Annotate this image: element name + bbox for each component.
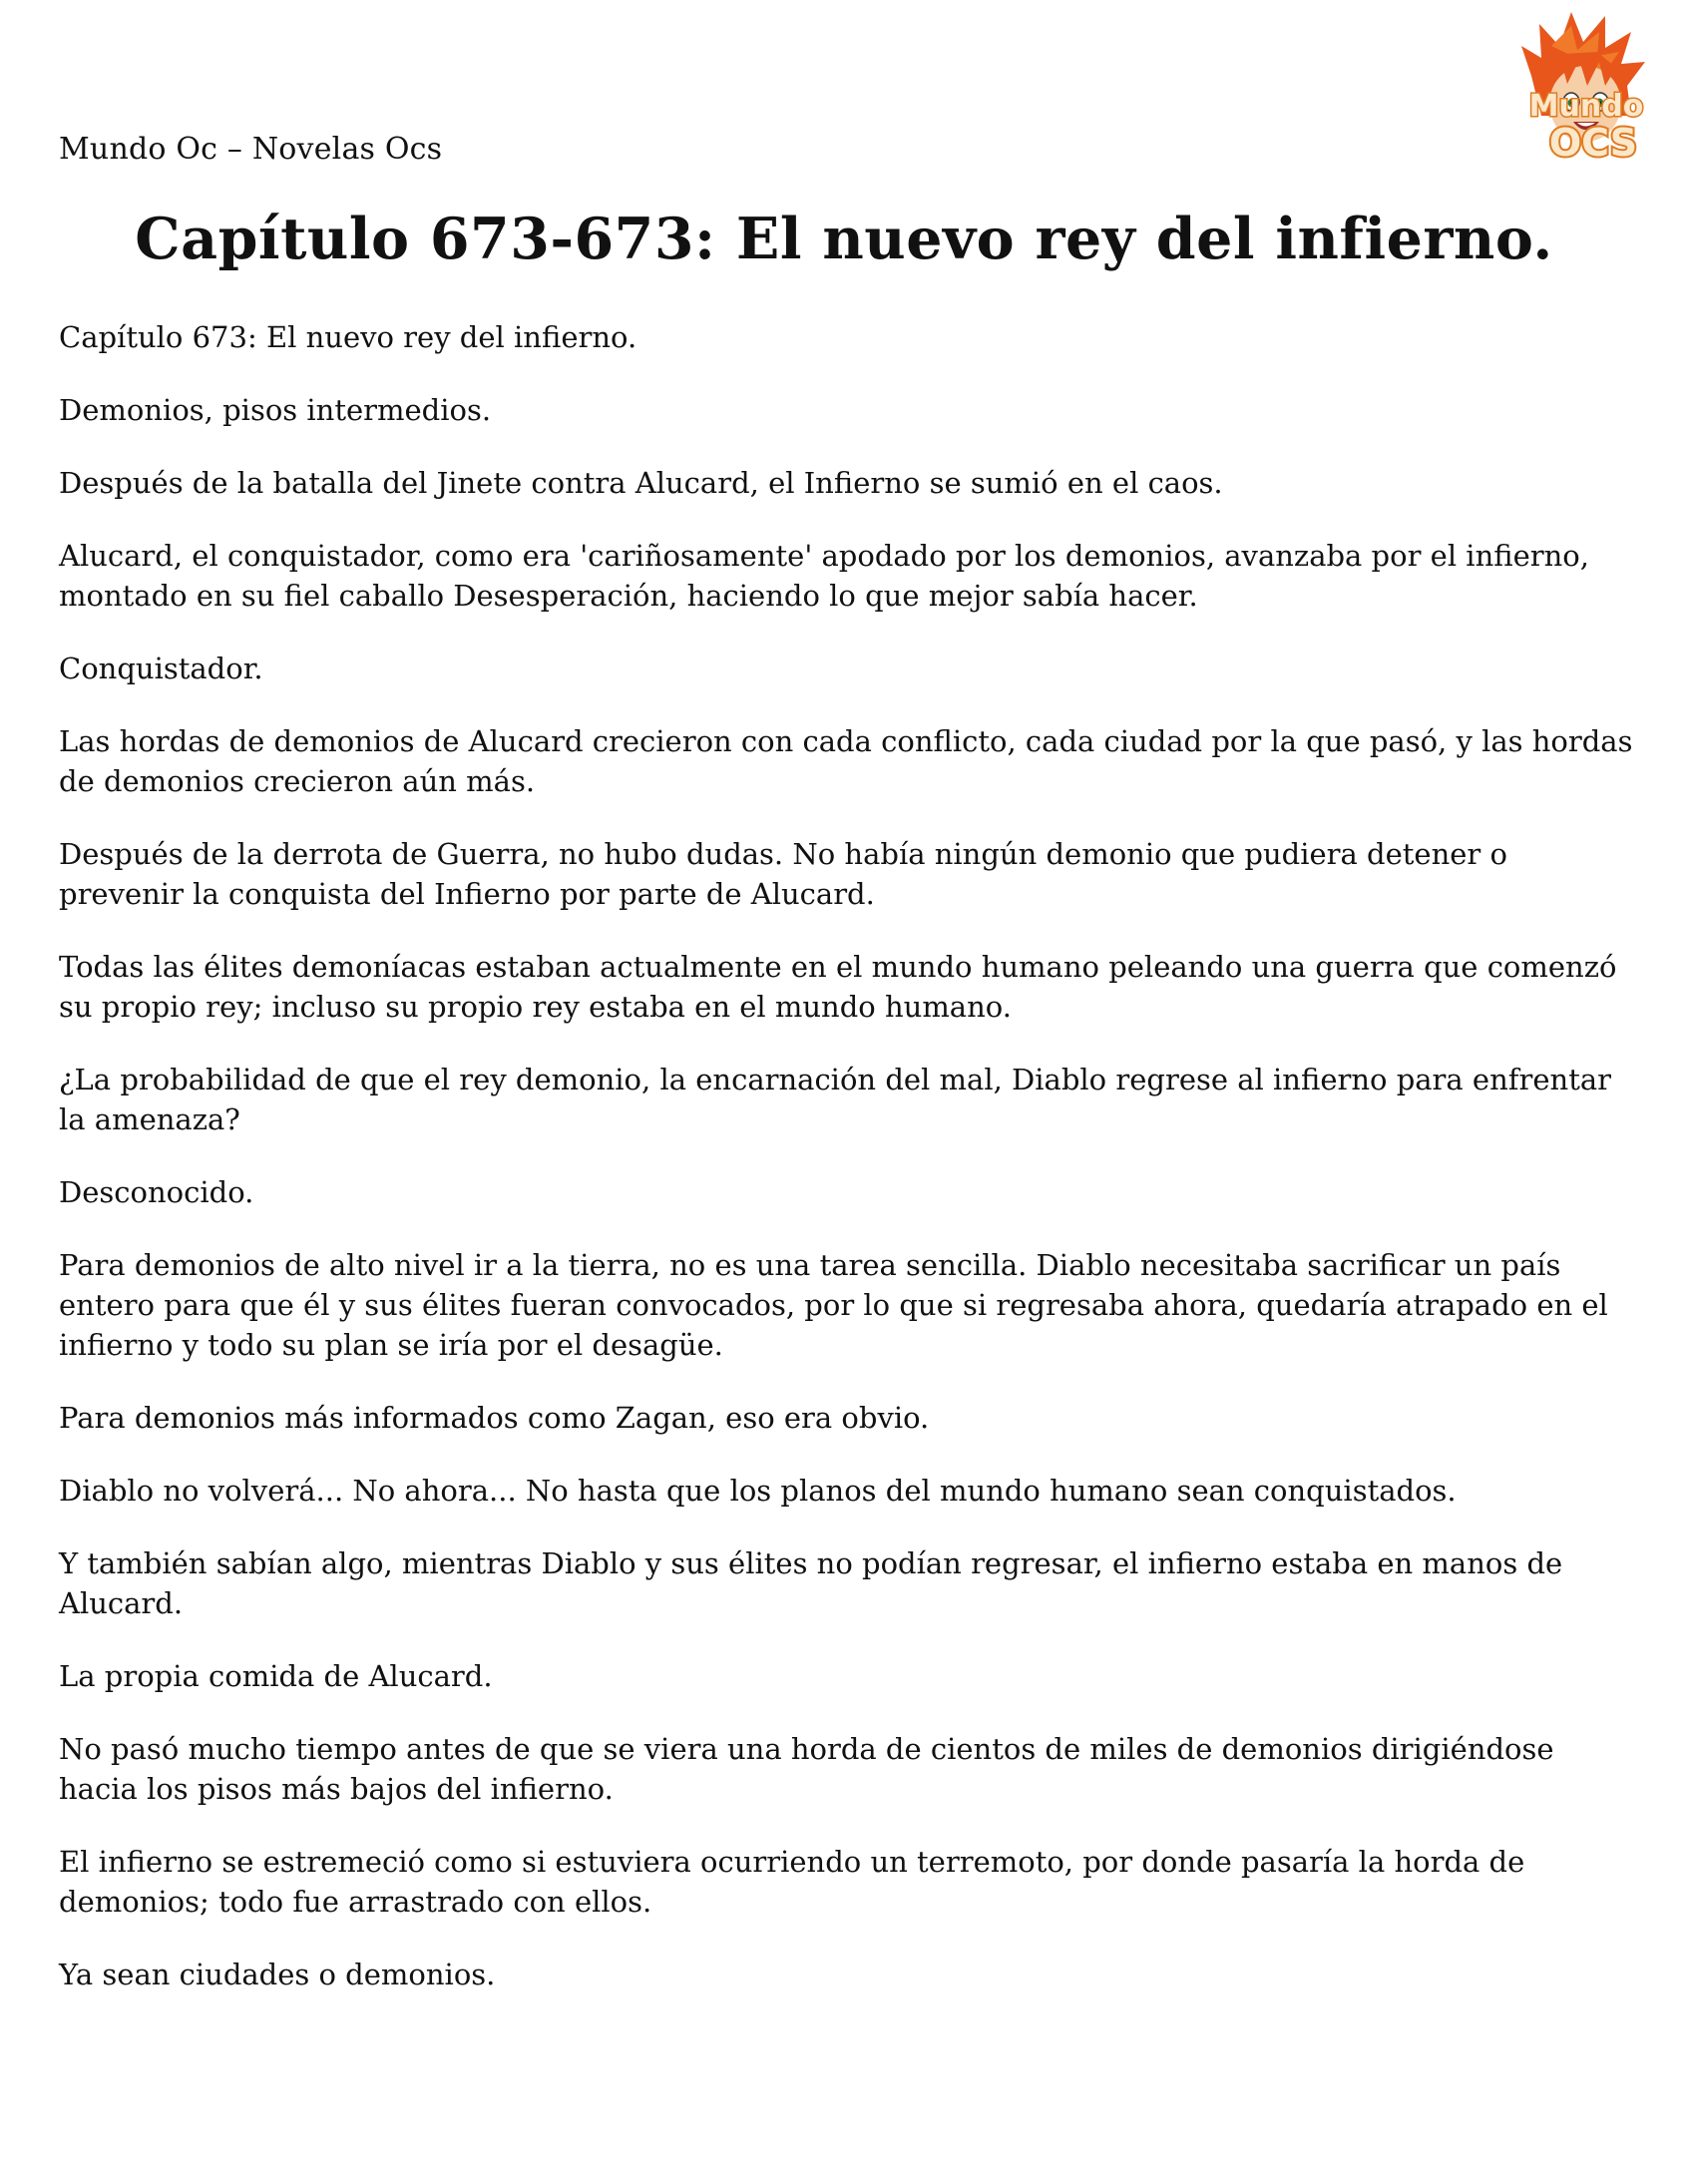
svg-text:OCS: OCS bbox=[1548, 121, 1638, 165]
paragraph: Ya sean ciudades o demonios. bbox=[59, 1958, 496, 1991]
paragraph: Capítulo 673: El nuevo rey del infierno. bbox=[59, 320, 637, 354]
paragraph: Desconocido. bbox=[59, 1175, 254, 1209]
mundo-ocs-logo bbox=[1501, 6, 1671, 184]
paragraph: Demonios, pisos intermedios. bbox=[59, 393, 492, 427]
paragraph: Conquistador. bbox=[59, 652, 263, 685]
paragraph: Para demonios de alto nivel ir a la tierra, no es una tarea sencilla. Diablo necesitaba sacrificar un país entero para que él y sus élites fueran convocados, por lo que si regresaba ahora, quedaría atrapado en el infierno y todo su plan se iría por el desagüe. bbox=[59, 1248, 1608, 1362]
paragraph: Después de la derrota de Guerra, no hubo dudas. No había ningún demonio que pudiera detener o prevenir la conquista del Infierno por parte de Alucard. bbox=[59, 837, 1507, 911]
paragraph: Diablo no volverá... No ahora... No hasta que los planos del mundo humano sean conquistados. bbox=[59, 1474, 1457, 1508]
paragraph: No pasó mucho tiempo antes de que se viera una horda de cientos de miles de demonios dirigiéndose hacia los pisos más bajos del infierno. bbox=[59, 1732, 1554, 1806]
paragraph: ¿La probabilidad de que el rey demonio, la encarnación del mal, Diablo regrese al infierno para enfrentar la amenaza? bbox=[59, 1063, 1612, 1136]
paragraph: El infierno se estremeció como si estuviera ocurriendo un terremoto, por donde pasaría la horda de demonios; todo fue arrastrado con ellos. bbox=[59, 1845, 1525, 1919]
svg-text:Mundo: Mundo bbox=[1528, 89, 1644, 124]
site-header-text: Mundo Oc – Novelas Ocs bbox=[59, 132, 443, 167]
paragraph: La propia comida de Alucard. bbox=[59, 1659, 493, 1693]
paragraph: Todas las élites demoníacas estaban actualmente en el mundo humano peleando una guerra que comenzó su propio rey; incluso su propio rey estaba en el mundo humano. bbox=[59, 950, 1617, 1024]
chapter-body bbox=[59, 317, 1635, 2027]
chapter-title: Capítulo 673-673: El nuevo rey del infierno. bbox=[135, 206, 1553, 272]
paragraph: Alucard, el conquistador, como era 'cariñosamente' apodado por los demonios, avanzaba por el infierno, montado en su fiel caballo Desesperación, haciendo lo que mejor sabía hacer. bbox=[59, 539, 1589, 613]
paragraph: Y también sabían algo, mientras Diablo y sus élites no podían regresar, el infierno estaba en manos de Alucard. bbox=[59, 1546, 1563, 1620]
paragraph: Después de la batalla del Jinete contra Alucard, el Infierno se sumió en el caos. bbox=[59, 466, 1223, 500]
paragraph: Las hordas de demonios de Alucard crecieron con cada conflicto, cada ciudad por la que pasó, y las hordas de demonios crecieron aún más. bbox=[59, 724, 1633, 798]
paragraph: Para demonios más informados como Zagan, eso era obvio. bbox=[59, 1401, 930, 1435]
